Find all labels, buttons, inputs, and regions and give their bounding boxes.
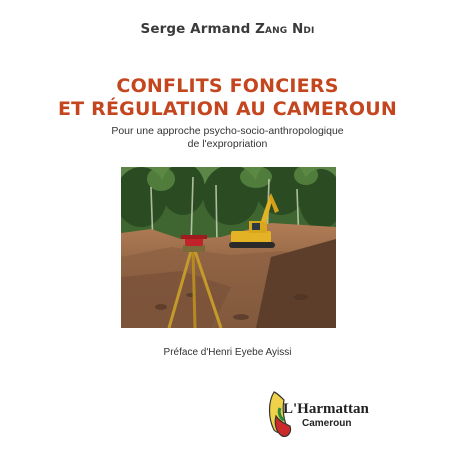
book-subtitle-line-2: de l'expropriation (187, 138, 268, 150)
author-last-name: Zang Ndi (255, 21, 315, 37)
construction-site-illustration (121, 167, 336, 328)
publisher-name: L'Harmattan (283, 401, 369, 417)
preface-credit: Préface d'Henri Eyebe Ayissi (163, 347, 292, 358)
publisher-city: Cameroun (302, 418, 352, 429)
book-title-line-2: ET RÉGULATION AU CAMEROUN (57, 98, 398, 120)
publisher-logo (258, 388, 368, 440)
book-subtitle-line-1: Pour une approche psycho-socio-anthropologique (111, 125, 344, 137)
author-first-name: Serge Armand (140, 21, 256, 37)
book-title-line-1: CONFLITS FONCIERS (116, 75, 339, 97)
author-name (0, 21, 455, 37)
cover-photo (121, 167, 336, 328)
